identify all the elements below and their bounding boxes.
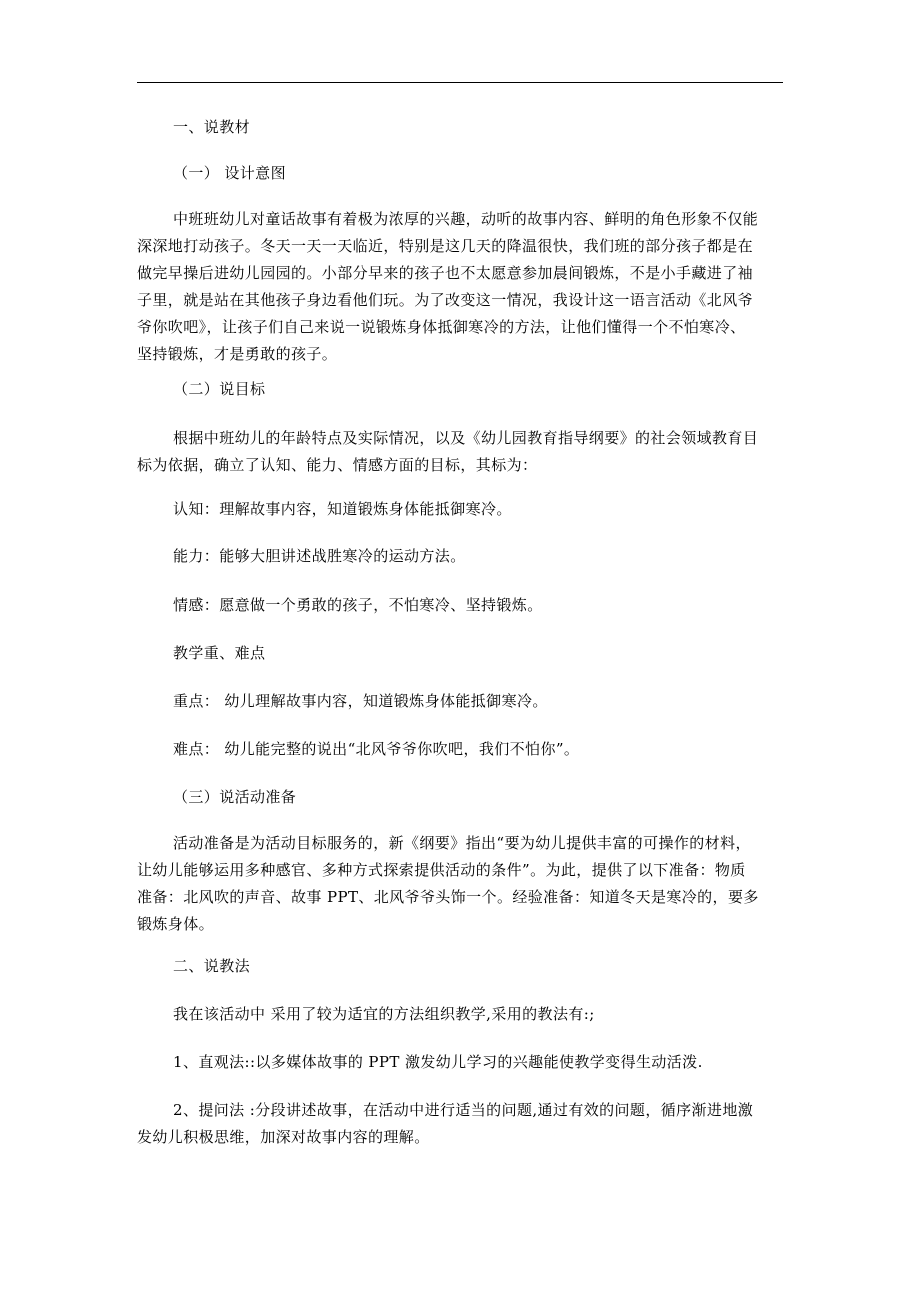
text-line: 让幼儿能够运用多种感官、多种方式探索提供活动的条件”。为此，提供了以下准备：物质: [137, 861, 746, 879]
text-line: 标为依据，确立了认知、能力、情感方面的目标，其标为：: [137, 456, 538, 474]
section-2-heading: 二、说教法: [173, 957, 251, 975]
text-line: 活动准备是为活动目标服务的，新《纲要》指出“要为幼儿提供丰富的可操作的材料，: [173, 834, 751, 852]
goal-emotion: 情感：愿意做一个勇敢的孩子，不怕寒冷、坚持锻炼。: [173, 596, 543, 614]
paragraph-goals: [137, 425, 783, 479]
paragraph-preparation: [137, 830, 783, 938]
text-line: 爷你吹吧》，让孩子们自己来说一说锻炼身体抵御寒冷的方法，让他们懂得一个不怕寒冷、: [137, 318, 746, 336]
text-line: 坚持锻炼，才是勇敢的孩子。: [137, 345, 338, 363]
key-difficult-heading: 教学重、难点: [173, 644, 266, 662]
text-line: 锻炼身体。: [137, 915, 215, 933]
method-questioning: [137, 1097, 783, 1151]
paragraph-methods-intro: 我在该活动中 采用了较为适宜的方法组织教学,采用的教法有:;: [173, 1005, 595, 1023]
subsection-preparation: （三）说活动准备: [173, 788, 297, 806]
text-line: 发幼儿积极思维，加深对故事内容的理解。: [137, 1128, 430, 1146]
text-line: 做完早操后进幼儿园园的。小部分早来的孩子也不太愿意参加晨间锻炼，不是小手藏进了袖: [137, 264, 754, 282]
text-line: 子里，就是站在其他孩子身边看他们玩。为了改变这一情况，我设计这一语言活动《北风爷: [137, 291, 754, 309]
text-line: 根据中班幼儿的年龄特点及实际情况，以及《幼儿园教育指导纲要》的社会领域教育目: [173, 429, 759, 447]
goal-ability: 能力：能够大胆讲述战胜寒冷的运动方法。: [173, 547, 466, 565]
text-line: 2、提问法 :分段讲述故事，在活动中进行适当的问题,通过有效的问题，循序渐进地激: [173, 1101, 754, 1119]
subsection-design-intent: （一） 设计意图: [173, 164, 286, 182]
header-rule: [137, 82, 783, 83]
goal-cognition: 认知：理解故事内容，知道锻炼身体能抵御寒冷。: [173, 500, 512, 518]
key-point: 重点： 幼儿理解故事内容，知道锻炼身体能抵御寒冷。: [173, 692, 548, 710]
method-intuitive: 1、直观法::以多媒体故事的 PPT 激发幼儿学习的兴趣能使教学变得生动活泼.: [173, 1053, 703, 1071]
text-line: 准备：北风吹的声音、故事 PPT、北风爷爷头饰一个。经验准备：知道冬天是寒冷的，要多: [137, 888, 759, 906]
text-line: 深深地打动孩子。冬天一天一天临近，特别是这几天的降温很快，我们班的部分孩子都是在: [137, 237, 754, 255]
text-line: 中班班幼儿对童话故事有着极为浓厚的兴趣，动听的故事内容、鲜明的角色形象不仅能: [173, 210, 759, 228]
paragraph-design-intent: [137, 206, 783, 368]
subsection-goals: （二）说目标: [173, 380, 266, 398]
difficult-point: 难点： 幼儿能完整的说出“北风爷爷你吹吧，我们不怕你”。: [173, 740, 580, 758]
section-1-heading: 一、说教材: [173, 118, 251, 136]
